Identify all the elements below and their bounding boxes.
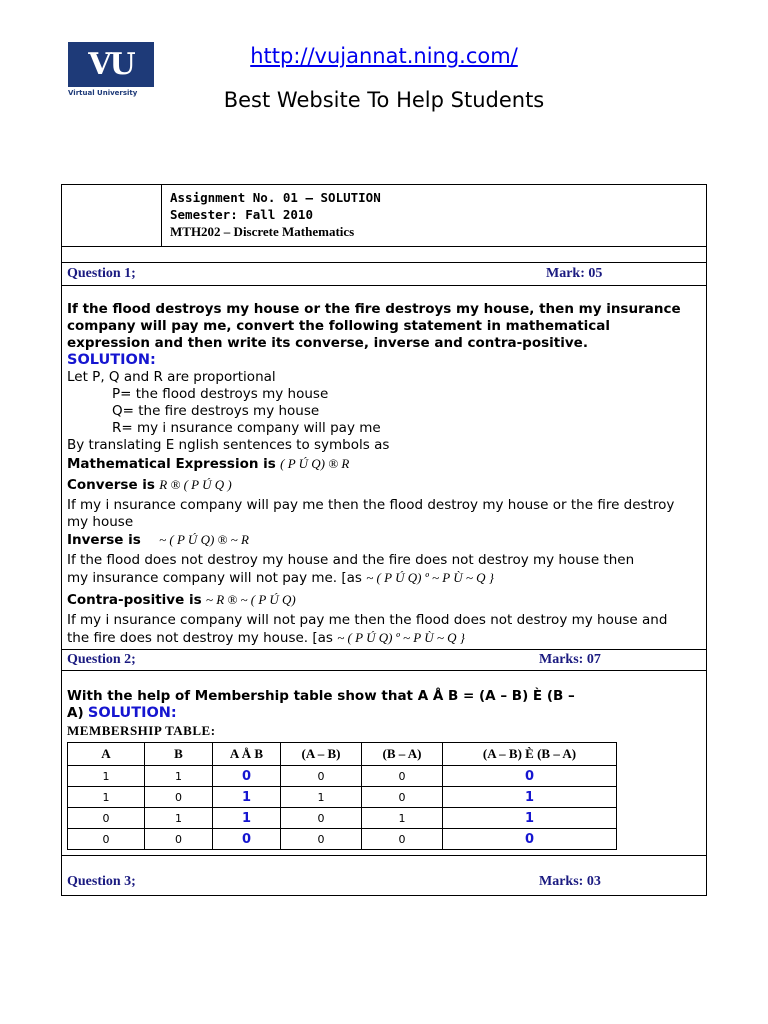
table-cell: 1 [145,808,213,829]
site-link-text[interactable]: http://vujannat.ning.com/ [250,44,518,68]
table-cell: 1 [443,787,617,808]
question-2-mark: Marks: 07 [539,652,601,667]
question-2-prompt-cont: A) [67,705,84,721]
table-cell: 1 [68,766,145,787]
semester: Semester: Fall 2010 [170,207,313,222]
question-1-prompt: If the flood destroys my house or the fire destroys my house, then my insurance company will pay me, convert the following statement in mathematical expression and then write its converse, inverse and contra-positive. [67,301,681,351]
table-cell: 0 [213,766,281,787]
assignment-title: Assignment No. 01 – SOLUTION [170,190,381,205]
question-3-mark: Marks: 03 [539,874,601,889]
contra-note: ~ ( P Ú Q) º ~ P Ù ~ Q } [337,630,465,645]
contra-text-1: If my i nsurance company will not pay me then the flood does not destroy my house and [67,612,668,628]
question-3-label: Question 3; [67,874,136,889]
table-cell: 0 [362,787,443,808]
table-cell: 0 [443,829,617,850]
definition-r: R= my i nsurance company will pay me [112,420,381,436]
logo-mark: VU [88,47,134,82]
math-expression: ( P Ú Q) ® R [280,456,350,471]
contra-positive-expression: ~ R ® ~ ( P Ú Q) [205,592,296,607]
table-cell: 1 [68,787,145,808]
table-cell: 1 [145,766,213,787]
table-row [68,766,617,787]
translate-line: By translating E nglish sentences to symbols as [67,437,390,453]
divider [62,855,706,856]
table-cell: 0 [362,829,443,850]
math-expression-label: Mathematical Expression is [67,456,276,472]
column-header: (A – B) È (B – A) [443,743,617,766]
converse-text: If my i nsurance company will pay me then the flood destroy my house or the fire destroy my house [67,497,675,530]
inverse-note: ~ ( P Ú Q) º ~ P Ù ~ Q } [366,570,494,585]
solution-line: Let P, Q and R are proportional [67,369,276,385]
membership-table [67,742,617,850]
inverse-text-1: If the flood does not destroy my house and the fire does not destroy my house then [67,552,635,568]
assignment-header [170,189,381,240]
column-header: B [145,743,213,766]
column-header: (A – B) [281,743,362,766]
table-cell: 1 [443,808,617,829]
table-cell: 0 [281,829,362,850]
inverse-label: Inverse is [67,532,141,548]
contra-text-2: the fire does not destroy my house. [as [67,630,333,646]
site-link[interactable] [0,44,768,68]
divider [62,285,706,286]
table-cell: 0 [213,829,281,850]
divider [62,649,706,650]
divider [62,246,706,247]
definition-q: Q= the fire destroys my house [112,403,320,419]
table-cell: 1 [213,787,281,808]
table-cell: 0 [145,829,213,850]
table-cell: 1 [281,787,362,808]
converse-expression: R ® ( P Ú Q ) [159,477,232,492]
table-row [68,787,617,808]
table-cell: 0 [281,766,362,787]
column-header: A Å B [213,743,281,766]
question-2-label: Question 2; [67,652,136,667]
assignment-frame [61,184,707,896]
table-cell: 0 [362,766,443,787]
question-1-label: Question 1; [67,266,136,281]
table-cell: 1 [362,808,443,829]
question-2-prompt: With the help of Membership table show that A Å B = (A – B) È (B – [67,688,575,704]
table-cell: 1 [213,808,281,829]
divider [62,670,706,671]
contra-positive-label: Contra-positive is [67,592,202,608]
logo-caption: Virtual University [68,89,138,97]
divider [62,262,706,263]
solution-label: SOLUTION: [87,705,177,721]
table-header-row [68,743,617,766]
membership-table-title: MEMBERSHIP TABLE: [67,723,216,738]
question-2-body [67,688,687,739]
inverse-text-2: my insurance company will not pay me. [as [67,570,362,586]
definition-p: P= the flood destroys my house [112,386,329,402]
column-header: A [68,743,145,766]
table-row [68,829,617,850]
table-cell: 0 [68,808,145,829]
table-cell: 0 [68,829,145,850]
course-title: MTH202 – Discrete Mathematics [170,224,355,239]
question-1-mark: Mark: 05 [546,266,603,281]
inverse-expression: ~ ( P Ú Q) ® ~ R [159,532,249,547]
table-cell: 0 [281,808,362,829]
column-header: (B – A) [362,743,443,766]
question-1-body [67,301,687,647]
table-row [68,808,617,829]
solution-label: SOLUTION: [67,352,156,368]
header-divider [161,185,162,246]
site-tagline: Best Website To Help Students [223,88,545,112]
table-cell: 0 [443,766,617,787]
converse-label: Converse is [67,477,155,493]
table-cell: 0 [145,787,213,808]
